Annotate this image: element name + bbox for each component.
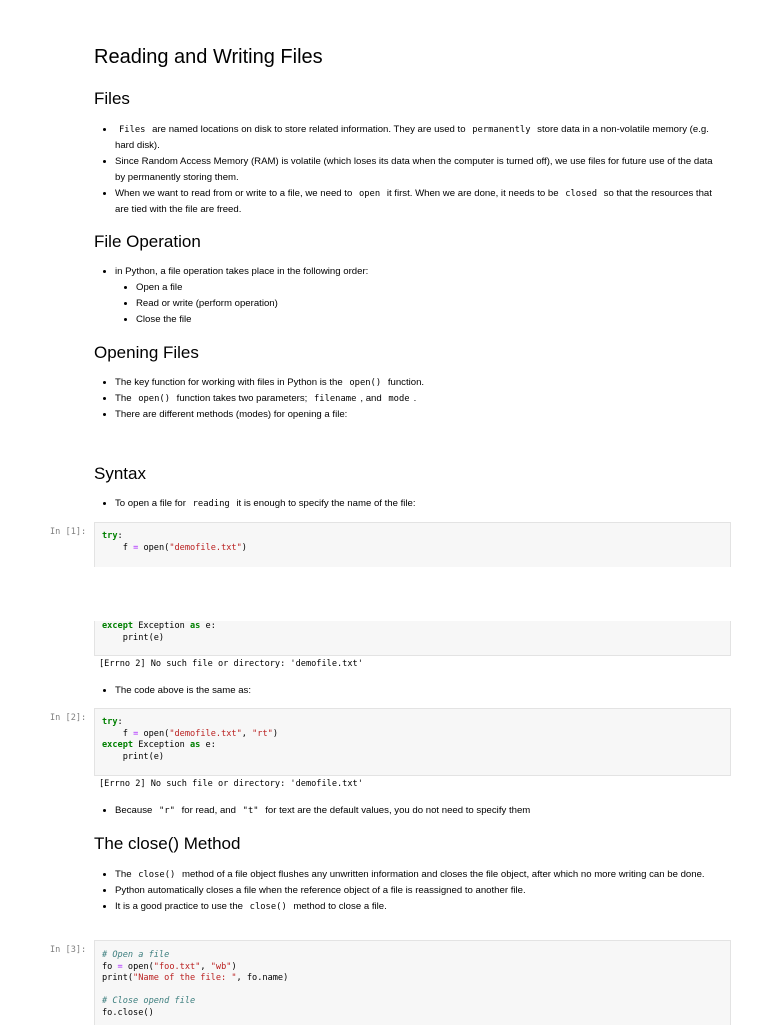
cell-prompt: In [3]: [50, 945, 87, 955]
list-item: • There are different methods (modes) for opening a file: [115, 407, 725, 423]
code-cell-1-top[interactable]: try: f = open("demofile.txt") [94, 522, 731, 567]
heading-opening-files: Opening Files [94, 343, 199, 362]
file-operation-list [95, 264, 725, 328]
list-item: • To open a file for reading it is enough to specify the name of the file: [115, 496, 725, 512]
defaults-bullet [95, 803, 725, 819]
list-item: • Read or write (perform operation) [136, 296, 725, 312]
heading-files: Files [94, 89, 130, 108]
list-item: • It is a good practice to use the close() method to close a file. [115, 899, 725, 915]
code-cell-3[interactable]: # Open a file fo = open("foo.txt", "wb") print("Name of the file: ", fo.name) # Close opend file fo.close() [94, 940, 731, 1025]
list-item: • Python automatically closes a file when the reference object of a file is reassigned to another file. [115, 883, 725, 899]
files-bullets [95, 122, 725, 218]
heading-close-method: The close() Method [94, 834, 241, 853]
cell-prompt: In [2]: [50, 713, 87, 723]
list-item: • The close() method of a file object flushes any unwritten information and closes the file object, after which no more writing can be done. [115, 867, 725, 883]
list-item: • Since Random Access Memory (RAM) is volatile (which loses its data when the computer is turned off), we use files for future use of the data by permanently storing them. [115, 154, 725, 186]
list-item: • The open() function takes two parameters; filename , and mode . [115, 391, 725, 407]
code-cell-2[interactable]: try: f = open("demofile.txt", "rt") except Exception as e: print(e) [94, 708, 731, 776]
list-item: • The code above is the same as: [115, 683, 725, 699]
cell-output: [Errno 2] No such file or directory: 'demofile.txt' [99, 659, 363, 669]
syntax-bullets [95, 496, 725, 512]
page-title: Reading and Writing Files [94, 46, 323, 68]
opening-bullets [95, 375, 725, 423]
cell-output: [Errno 2] No such file or directory: 'demofile.txt' [99, 779, 363, 789]
list-item: • Open a file [136, 280, 725, 296]
list-item: • Files are named locations on disk to store related information. They are used to permanently store data in a non-volatile memory (e.g. hard disk). [115, 122, 725, 154]
cell-prompt: In [1]: [50, 527, 87, 537]
close-bullets [95, 867, 725, 915]
list-item: • When we want to read from or write to a file, we need to open it first. When we are done, it needs to be closed so that the resources that are tied with the file are freed. [115, 186, 725, 218]
heading-syntax: Syntax [94, 464, 146, 483]
list-item: • in Python, a file operation takes place in the following order: • Open a file • Read or write (perform operation) • Close the file [115, 264, 725, 328]
same-as-bullet [95, 683, 725, 699]
list-item: • Close the file [136, 312, 725, 328]
code-cell-1-bottom[interactable]: except Exception as e: print(e) [94, 621, 731, 656]
heading-file-operation: File Operation [94, 232, 201, 251]
list-item: • The key function for working with files in Python is the open() function. [115, 375, 725, 391]
list-item: • Because "r" for read, and "t" for text are the default values, you do not need to specify them [115, 803, 725, 819]
